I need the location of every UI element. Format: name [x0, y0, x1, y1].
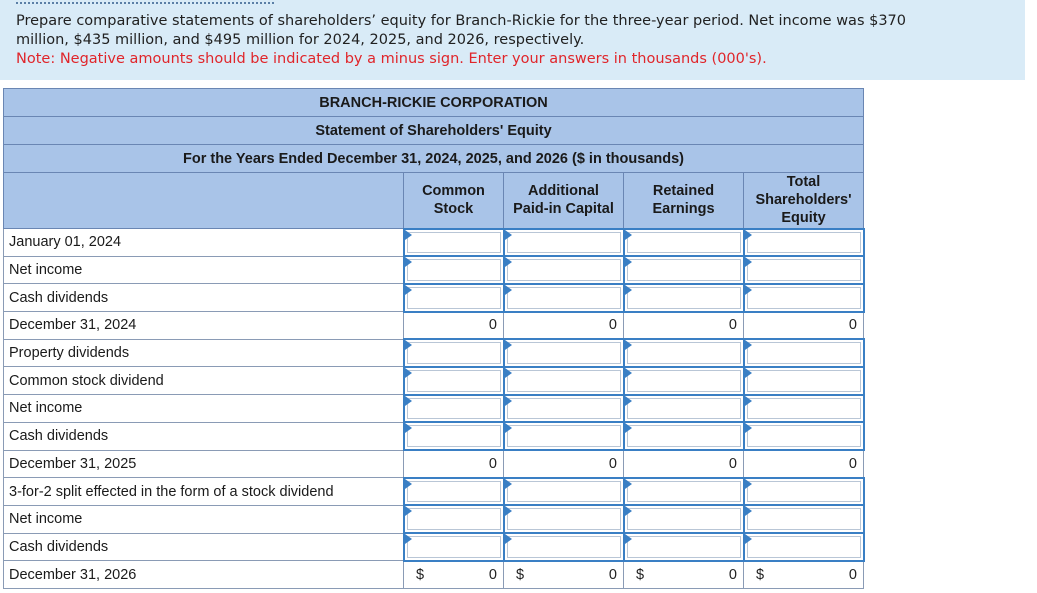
- input-box[interactable]: [627, 287, 741, 309]
- column-header-text: Earnings: [652, 201, 715, 218]
- amount-input[interactable]: [744, 339, 864, 367]
- input-box[interactable]: [507, 287, 621, 309]
- total-cell: [404, 561, 504, 589]
- total-value: 0: [488, 317, 497, 334]
- amount-input[interactable]: [504, 505, 624, 533]
- amount-input[interactable]: [504, 284, 624, 312]
- input-box[interactable]: [407, 287, 501, 309]
- input-box[interactable]: [747, 508, 861, 530]
- amount-input[interactable]: [744, 256, 864, 284]
- column-header-1: [504, 173, 624, 229]
- input-marker-icon: [625, 534, 632, 544]
- input-marker-icon: [745, 340, 752, 350]
- total-cell: [624, 561, 744, 589]
- row-label: Cash dividends: [4, 284, 404, 312]
- amount-input[interactable]: [504, 339, 624, 367]
- input-marker-icon: [625, 230, 632, 240]
- column-header-text: Total: [786, 174, 821, 191]
- amount-input[interactable]: [744, 284, 864, 312]
- row-label: Cash dividends: [4, 422, 404, 450]
- total-cell: [504, 450, 624, 478]
- input-box[interactable]: [407, 259, 501, 281]
- total-value: 0: [728, 566, 737, 583]
- input-box[interactable]: [747, 259, 861, 281]
- statement-row: [4, 395, 864, 423]
- input-box[interactable]: [747, 287, 861, 309]
- input-box[interactable]: [627, 232, 741, 254]
- statement-row: [4, 284, 864, 312]
- row-label: December 31, 2024: [4, 312, 404, 340]
- input-box[interactable]: [407, 398, 501, 420]
- total-cell: [744, 561, 864, 589]
- input-marker-icon: [505, 340, 512, 350]
- column-header-text: Retained: [652, 183, 715, 200]
- amount-input[interactable]: [624, 339, 744, 367]
- amount-input[interactable]: [624, 478, 744, 506]
- input-marker-icon: [405, 368, 412, 378]
- currency-symbol: $: [516, 566, 525, 583]
- column-header-text: Additional: [528, 183, 599, 200]
- amount-input[interactable]: [404, 229, 504, 257]
- total-value: 0: [488, 455, 497, 472]
- row-label: Common stock dividend: [4, 367, 404, 395]
- amount-input[interactable]: [404, 284, 504, 312]
- column-header-text: Stock: [433, 201, 474, 218]
- input-marker-icon: [625, 506, 632, 516]
- input-marker-icon: [625, 423, 632, 433]
- amount-input[interactable]: [404, 478, 504, 506]
- amount-input[interactable]: [744, 478, 864, 506]
- input-marker-icon: [745, 230, 752, 240]
- input-box[interactable]: [747, 481, 861, 503]
- input-marker-icon: [505, 230, 512, 240]
- amount-input[interactable]: [744, 422, 864, 450]
- statement-row: [4, 367, 864, 395]
- amount-input[interactable]: [624, 395, 744, 423]
- column-header-text: Shareholders': [755, 192, 852, 209]
- amount-input[interactable]: [624, 229, 744, 257]
- total-value: 0: [608, 455, 617, 472]
- input-box[interactable]: [507, 536, 621, 558]
- statement-row: [4, 533, 864, 561]
- input-marker-icon: [405, 506, 412, 516]
- input-box[interactable]: [407, 370, 501, 392]
- input-marker-icon: [405, 285, 412, 295]
- input-box[interactable]: [747, 342, 861, 364]
- amount-input[interactable]: [624, 533, 744, 561]
- amount-input[interactable]: [504, 395, 624, 423]
- total-cell: [404, 450, 504, 478]
- input-box[interactable]: [627, 398, 741, 420]
- statement-row: [4, 450, 864, 478]
- input-box[interactable]: [507, 398, 621, 420]
- amount-input[interactable]: [504, 478, 624, 506]
- header-blank: [4, 173, 404, 229]
- input-marker-icon: [505, 285, 512, 295]
- row-label: Net income: [4, 256, 404, 284]
- input-marker-icon: [625, 479, 632, 489]
- amount-input[interactable]: [404, 533, 504, 561]
- input-marker-icon: [745, 396, 752, 406]
- total-value: 0: [488, 566, 497, 583]
- total-cell: [624, 312, 744, 340]
- input-box[interactable]: [747, 232, 861, 254]
- statement-title: Statement of Shareholders' Equity: [4, 117, 864, 145]
- instructions-line-2: million, $435 million, and $495 million for 2024, 2025, and 2026, respectively.: [16, 32, 585, 48]
- input-box[interactable]: [407, 508, 501, 530]
- input-marker-icon: [505, 368, 512, 378]
- total-value: 0: [608, 566, 617, 583]
- input-marker-icon: [625, 257, 632, 267]
- input-box[interactable]: [507, 342, 621, 364]
- statement-row: [4, 478, 864, 506]
- input-marker-icon: [505, 257, 512, 267]
- input-marker-icon: [505, 479, 512, 489]
- statement-row: [4, 312, 864, 340]
- row-label: December 31, 2025: [4, 450, 404, 478]
- total-cell: [504, 312, 624, 340]
- input-marker-icon: [745, 285, 752, 295]
- amount-input[interactable]: [504, 256, 624, 284]
- amount-input[interactable]: [404, 422, 504, 450]
- amount-input[interactable]: [504, 229, 624, 257]
- row-label: January 01, 2024: [4, 229, 404, 257]
- input-box[interactable]: [747, 536, 861, 558]
- dotted-rule: [16, 2, 274, 6]
- amount-input[interactable]: [744, 533, 864, 561]
- input-marker-icon: [405, 340, 412, 350]
- row-label: Property dividends: [4, 339, 404, 367]
- input-marker-icon: [745, 506, 752, 516]
- input-box[interactable]: [507, 508, 621, 530]
- input-box[interactable]: [407, 536, 501, 558]
- amount-input[interactable]: [744, 367, 864, 395]
- input-box[interactable]: [747, 370, 861, 392]
- statement-row: [4, 256, 864, 284]
- input-marker-icon: [405, 230, 412, 240]
- row-label: Net income: [4, 505, 404, 533]
- input-box[interactable]: [407, 232, 501, 254]
- total-cell: [404, 312, 504, 340]
- column-header-text: Common: [422, 183, 485, 200]
- total-cell: [744, 450, 864, 478]
- input-box[interactable]: [627, 508, 741, 530]
- input-marker-icon: [505, 534, 512, 544]
- statement-row: [4, 561, 864, 589]
- input-marker-icon: [405, 257, 412, 267]
- row-label: December 31, 2026: [4, 561, 404, 589]
- total-value: 0: [848, 566, 857, 583]
- statement-row: [4, 339, 864, 367]
- input-marker-icon: [745, 257, 752, 267]
- input-marker-icon: [625, 340, 632, 350]
- row-label: Net income: [4, 395, 404, 423]
- amount-input[interactable]: [744, 395, 864, 423]
- column-header-3: [744, 173, 864, 229]
- total-value: 0: [608, 317, 617, 334]
- amount-input[interactable]: [404, 339, 504, 367]
- total-value: 0: [728, 317, 737, 334]
- total-value: 0: [848, 317, 857, 334]
- column-header-text: Paid-in Capital: [513, 201, 614, 218]
- instructions-panel: [0, 0, 1025, 80]
- amount-input[interactable]: [404, 256, 504, 284]
- input-marker-icon: [625, 396, 632, 406]
- amount-input[interactable]: [504, 422, 624, 450]
- input-box[interactable]: [627, 425, 741, 447]
- input-box[interactable]: [507, 232, 621, 254]
- amount-input[interactable]: [744, 229, 864, 257]
- input-marker-icon: [745, 534, 752, 544]
- input-box[interactable]: [627, 259, 741, 281]
- amount-input[interactable]: [404, 395, 504, 423]
- amount-input[interactable]: [624, 256, 744, 284]
- input-marker-icon: [505, 423, 512, 433]
- input-box[interactable]: [507, 425, 621, 447]
- input-box[interactable]: [407, 481, 501, 503]
- row-label: 3-for-2 split effected in the form of a stock dividend: [4, 478, 404, 506]
- total-value: 0: [728, 455, 737, 472]
- input-marker-icon: [405, 396, 412, 406]
- input-marker-icon: [745, 423, 752, 433]
- column-header-0: [404, 173, 504, 229]
- input-marker-icon: [405, 534, 412, 544]
- input-box[interactable]: [507, 259, 621, 281]
- input-box[interactable]: [507, 370, 621, 392]
- input-marker-icon: [625, 285, 632, 295]
- shareholders-equity-statement: [3, 88, 865, 589]
- amount-input[interactable]: [624, 367, 744, 395]
- input-box[interactable]: [627, 342, 741, 364]
- total-cell: [504, 561, 624, 589]
- input-box[interactable]: [507, 481, 621, 503]
- input-marker-icon: [405, 479, 412, 489]
- column-header-text: Equity: [781, 210, 826, 227]
- total-cell: [744, 312, 864, 340]
- currency-symbol: $: [416, 566, 425, 583]
- input-marker-icon: [505, 506, 512, 516]
- statement-row: [4, 229, 864, 257]
- input-box[interactable]: [627, 536, 741, 558]
- input-box[interactable]: [747, 398, 861, 420]
- input-marker-icon: [405, 423, 412, 433]
- currency-symbol: $: [756, 566, 765, 583]
- statement-row: [4, 505, 864, 533]
- instructions-line-1: Prepare comparative statements of shareholders’ equity for Branch-Rickie for the three-year period. Net income was $370: [16, 13, 907, 29]
- input-marker-icon: [745, 368, 752, 378]
- total-cell: [624, 450, 744, 478]
- statement-row: [4, 422, 864, 450]
- amount-input[interactable]: [624, 505, 744, 533]
- input-box[interactable]: [747, 425, 861, 447]
- amount-input[interactable]: [744, 505, 864, 533]
- amount-input[interactable]: [624, 284, 744, 312]
- company-name: BRANCH-RICKIE CORPORATION: [4, 89, 864, 117]
- input-box[interactable]: [627, 370, 741, 392]
- total-value: 0: [848, 455, 857, 472]
- row-label: Cash dividends: [4, 533, 404, 561]
- instructions-note: Note: Negative amounts should be indicated by a minus sign. Enter your answers in thousands (000's).: [16, 51, 767, 67]
- input-box[interactable]: [407, 342, 501, 364]
- amount-input[interactable]: [404, 367, 504, 395]
- input-marker-icon: [505, 396, 512, 406]
- amount-input[interactable]: [504, 533, 624, 561]
- amount-input[interactable]: [624, 422, 744, 450]
- input-marker-icon: [745, 479, 752, 489]
- input-box[interactable]: [407, 425, 501, 447]
- column-header-2: [624, 173, 744, 229]
- currency-symbol: $: [636, 566, 645, 583]
- input-box[interactable]: [627, 481, 741, 503]
- amount-input[interactable]: [404, 505, 504, 533]
- statement-period: For the Years Ended December 31, 2024, 2025, and 2026 ($ in thousands): [4, 145, 864, 173]
- input-marker-icon: [625, 368, 632, 378]
- amount-input[interactable]: [504, 367, 624, 395]
